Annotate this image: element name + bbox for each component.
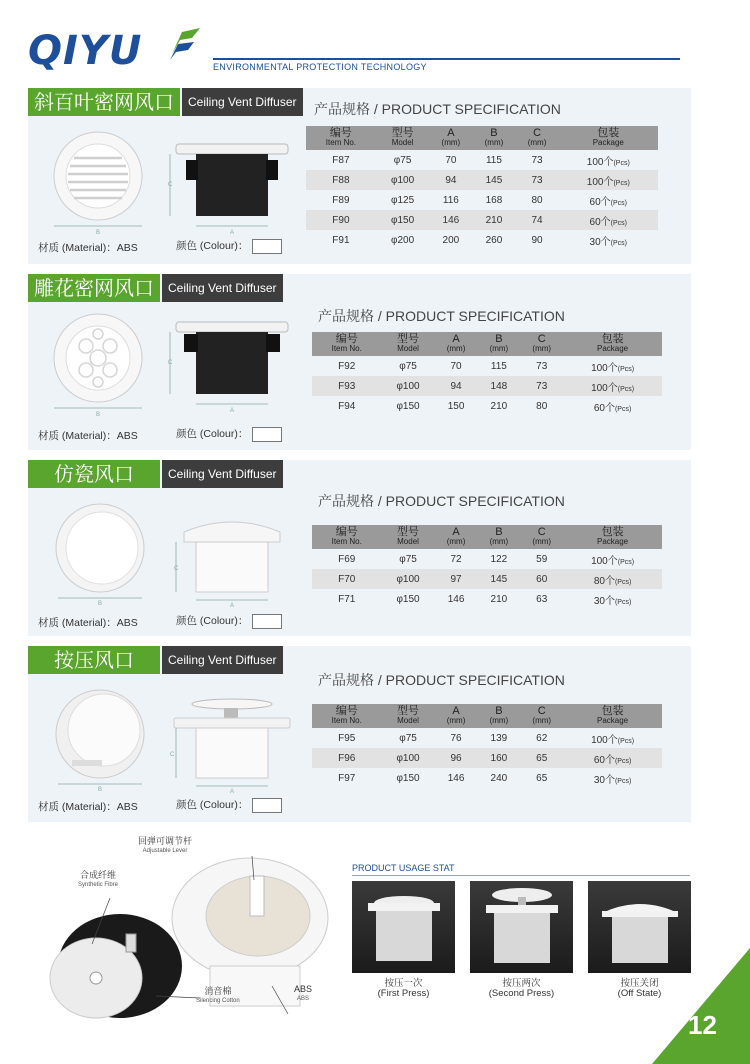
cell-item: F70 — [312, 569, 381, 589]
abs-label-small: ABS — [297, 996, 310, 1002]
column-header-en: (mm) — [446, 716, 466, 725]
column-header-en: (mm) — [489, 537, 509, 546]
louver-vent-front-image — [40, 124, 160, 236]
cell-item: F90 — [306, 210, 376, 230]
package-unit: (Pcs) — [617, 558, 635, 566]
column-header — [520, 525, 563, 549]
fibre-callout — [78, 870, 118, 890]
page-corner-decoration — [652, 948, 750, 1064]
carved-vent-side-image — [166, 316, 306, 416]
cell-b: 139 — [490, 732, 508, 744]
column-header — [520, 332, 563, 356]
section-title-cn: 按压风口 — [28, 646, 160, 674]
cotton-label-cn: 消音棉 — [204, 986, 232, 996]
spec-title-cn: 产品规格 — [318, 309, 374, 325]
svg-text:C: C — [168, 182, 173, 188]
cell-item: F94 — [338, 400, 356, 412]
cell-c: 62 — [536, 732, 548, 744]
header-tagline: ENVIRONMENTAL PROTECTION TECHNOLOGY — [213, 62, 427, 72]
column-header — [312, 525, 381, 549]
cell-pkg — [563, 569, 662, 589]
cell-b: 260 — [485, 234, 503, 246]
table-row — [312, 549, 662, 569]
column-header-en: Item No. — [331, 537, 362, 546]
column-header-en: (mm) — [532, 344, 552, 353]
cell-pkg — [563, 589, 662, 609]
cell-model: φ150 — [376, 210, 430, 230]
column-header — [563, 525, 662, 549]
first-press-photo — [352, 881, 455, 973]
column-header-en: (mm) — [527, 138, 547, 147]
caption-en: (First Press) — [377, 988, 430, 999]
cell-a: 70 — [445, 154, 457, 166]
package-qty: 100个 — [591, 555, 618, 567]
package-qty: 30个 — [593, 595, 615, 607]
column-header-en: (mm) — [441, 138, 461, 147]
column-header-cn: 型号 — [397, 333, 420, 345]
cell-a: 200 — [442, 234, 460, 246]
package-qty: 60个 — [589, 216, 611, 228]
column-header — [306, 126, 376, 150]
cell-model: φ75 — [399, 553, 417, 565]
second-press-photo — [470, 881, 573, 973]
section-title-en: Ceiling Vent Diffuser — [182, 88, 303, 116]
cell-pkg — [563, 376, 662, 396]
column-header — [477, 332, 520, 356]
cell-model: φ150 — [396, 593, 420, 605]
colour-text: 颜色 (Colour)： — [176, 615, 249, 627]
table-row — [312, 768, 662, 788]
column-header-cn: C — [533, 127, 542, 139]
column-header-cn: 包装 — [597, 127, 620, 139]
column-header — [376, 126, 430, 150]
column-header-cn: 编号 — [335, 333, 358, 345]
table-row — [306, 230, 658, 250]
column-header-cn: B — [495, 333, 503, 345]
colour-swatch — [252, 239, 282, 254]
cell-item: F95 — [338, 732, 356, 744]
package-qty: 30个 — [589, 236, 611, 248]
colour-label — [176, 238, 282, 254]
louver-vent-side-image — [166, 138, 306, 238]
table-row — [312, 728, 662, 748]
column-header-en: (mm) — [446, 344, 466, 353]
cell-c: 80 — [536, 400, 548, 412]
porcelain-vent-front-image — [46, 494, 156, 606]
cell-c: 63 — [536, 593, 548, 605]
spec-title-en: / PRODUCT SPECIFICATION — [373, 101, 561, 117]
cell-model: φ75 — [399, 732, 417, 744]
spec-title — [318, 306, 565, 326]
svg-text:A: A — [230, 789, 235, 794]
colour-text: 颜色 (Colour)： — [176, 240, 249, 252]
column-header-cn: 型号 — [397, 705, 420, 717]
usage-rule — [352, 875, 690, 876]
cell-c: 73 — [520, 376, 563, 396]
caption-cn: 按压关闭 — [620, 978, 659, 989]
lever-callout — [138, 836, 192, 856]
carved-vent-front-image — [40, 306, 160, 418]
cell-item: F96 — [312, 748, 381, 768]
column-header-en: Model — [397, 344, 419, 353]
column-header — [381, 332, 434, 356]
cell-model: φ150 — [396, 772, 420, 784]
cell-model: φ100 — [376, 170, 430, 190]
cell-b: 210 — [472, 210, 515, 230]
package-unit: (Pcs) — [614, 598, 632, 606]
package-qty: 60个 — [589, 196, 611, 208]
column-header-en: Model — [397, 537, 419, 546]
column-header — [477, 704, 520, 728]
package-unit: (Pcs) — [617, 737, 635, 745]
spec-table-header — [306, 126, 658, 150]
cell-pkg — [559, 170, 658, 190]
column-header-cn: 编号 — [329, 127, 352, 139]
column-header-cn: 包装 — [601, 526, 624, 538]
table-row — [306, 150, 658, 170]
spec-title-cn: 产品规格 — [318, 673, 374, 689]
cell-c: 73 — [516, 170, 559, 190]
spec-table-header — [312, 332, 662, 356]
press-vent-front-image — [46, 680, 156, 792]
package-qty: 100个 — [591, 734, 618, 746]
cell-model: φ75 — [399, 360, 417, 372]
cell-pkg — [563, 396, 662, 416]
package-unit: (Pcs) — [610, 199, 628, 207]
section-title-en: Ceiling Vent Diffuser — [162, 646, 283, 674]
cell-b: 145 — [472, 170, 515, 190]
column-header-en: Item No. — [331, 716, 362, 725]
material-label: 材质 (Material)：ABS — [38, 430, 138, 442]
cotton-callout — [196, 986, 240, 1006]
table-row — [312, 589, 662, 609]
column-header — [559, 126, 658, 150]
package-qty: 60个 — [593, 402, 615, 414]
column-header-cn: 编号 — [335, 705, 358, 717]
spec-title-cn: 产品规格 — [314, 102, 370, 118]
colour-label — [176, 797, 282, 813]
column-header-cn: C — [537, 705, 546, 717]
cell-b: 148 — [477, 376, 520, 396]
column-header-en: Model — [391, 138, 414, 147]
material-label: 材质 (Material)：ABS — [38, 242, 138, 254]
column-header — [563, 332, 662, 356]
section-title-cn: 仿瓷风口 — [28, 460, 160, 488]
column-header-cn: 型号 — [397, 526, 420, 538]
cell-pkg — [563, 356, 662, 376]
cell-item: F71 — [338, 593, 356, 605]
cell-item: F92 — [338, 360, 356, 372]
cell-model: φ125 — [391, 194, 415, 206]
page-header — [0, 0, 750, 80]
cell-pkg — [559, 230, 658, 250]
column-header-cn: 编号 — [335, 526, 358, 538]
package-unit: (Pcs) — [617, 365, 635, 373]
press-vent-side-image — [168, 698, 298, 794]
abs-callout — [294, 984, 312, 1004]
column-header-en: Package — [597, 344, 629, 353]
package-unit: (Pcs) — [610, 239, 628, 247]
column-header-cn: 型号 — [391, 127, 414, 139]
column-header-en: (mm) — [489, 344, 509, 353]
column-header-cn: C — [537, 333, 546, 345]
colour-swatch — [252, 427, 282, 442]
column-header — [381, 525, 434, 549]
cell-a: 94 — [429, 170, 472, 190]
spec-table-header — [312, 525, 662, 549]
cell-pkg — [563, 549, 662, 569]
spec-title-cn: 产品规格 — [318, 494, 374, 510]
column-header — [516, 126, 559, 150]
section-title-en: Ceiling Vent Diffuser — [162, 274, 283, 302]
package-qty: 100个 — [591, 362, 618, 374]
cell-item: F87 — [332, 154, 350, 166]
column-header-en: (mm) — [532, 716, 552, 725]
table-row — [312, 748, 662, 768]
column-header — [435, 525, 478, 549]
cell-a: 146 — [447, 593, 465, 605]
cotton-label-en: Silencing Cotton — [196, 998, 240, 1004]
cell-b: 210 — [490, 400, 508, 412]
colour-label — [176, 613, 282, 629]
cell-item: F97 — [338, 772, 356, 784]
column-header — [312, 704, 381, 728]
page-number: 12 — [688, 1010, 717, 1040]
column-header — [472, 126, 515, 150]
spec-table — [306, 126, 658, 250]
svg-text:A: A — [230, 408, 235, 414]
cell-item: F93 — [312, 376, 381, 396]
spec-title — [318, 670, 565, 690]
spec-table — [312, 525, 662, 609]
column-header-en: Package — [597, 537, 629, 546]
section-title-en: Ceiling Vent Diffuser — [162, 460, 283, 488]
cell-b: 240 — [490, 772, 508, 784]
product-section-2 — [28, 274, 691, 450]
column-header — [477, 525, 520, 549]
column-header-cn: 包装 — [601, 705, 624, 717]
column-header-en: Item No. — [331, 344, 362, 353]
column-header-cn: A — [447, 127, 455, 139]
package-unit: (Pcs) — [617, 385, 635, 393]
caption-cn: 按压一次 — [384, 978, 423, 989]
cell-b: 122 — [490, 553, 508, 565]
column-header-cn: B — [495, 705, 503, 717]
colour-swatch — [252, 614, 282, 629]
column-header — [312, 332, 381, 356]
column-header-en: (mm) — [484, 138, 504, 147]
cell-item: F88 — [306, 170, 376, 190]
cell-a: 72 — [450, 553, 462, 565]
first-press-caption — [352, 979, 455, 999]
spec-table — [312, 704, 662, 788]
package-qty: 30个 — [593, 774, 615, 786]
cell-b: 160 — [477, 748, 520, 768]
column-header-cn: A — [452, 333, 460, 345]
package-qty: 80个 — [593, 575, 615, 587]
column-header — [381, 704, 434, 728]
column-header-cn: A — [452, 526, 460, 538]
cell-model: φ150 — [396, 400, 420, 412]
table-row — [312, 396, 662, 416]
cell-b: 115 — [490, 360, 507, 372]
cell-a: 116 — [442, 194, 459, 206]
cell-model: φ100 — [381, 569, 434, 589]
cell-item: F69 — [338, 553, 356, 565]
colour-label — [176, 426, 282, 442]
cell-model: φ75 — [393, 154, 412, 166]
column-header-cn: C — [537, 526, 546, 538]
column-header-cn: 包装 — [601, 333, 624, 345]
header-rule — [213, 58, 680, 60]
cell-c: 73 — [536, 360, 548, 372]
cell-pkg — [563, 728, 662, 748]
cell-a: 70 — [450, 360, 462, 372]
package-unit: (Pcs) — [613, 179, 630, 187]
column-header-en: (mm) — [446, 537, 466, 546]
brand-logo: QIYU — [28, 28, 143, 74]
cell-c: 59 — [536, 553, 548, 565]
second-press-caption — [470, 979, 573, 999]
package-unit: (Pcs) — [610, 219, 628, 227]
colour-text: 颜色 (Colour)： — [176, 428, 249, 440]
column-header-en: Item No. — [325, 138, 357, 147]
svg-text:C: C — [174, 566, 179, 572]
cell-a: 94 — [435, 376, 478, 396]
svg-text:B: B — [98, 787, 103, 792]
column-header-en: (mm) — [532, 537, 552, 546]
cell-pkg — [559, 210, 658, 230]
cell-a: 97 — [435, 569, 478, 589]
column-header-en: Package — [592, 138, 624, 147]
spec-title — [314, 99, 561, 119]
cell-b: 168 — [485, 194, 503, 206]
package-unit: (Pcs) — [614, 578, 632, 586]
cell-b: 115 — [485, 154, 502, 166]
package-unit: (Pcs) — [614, 777, 632, 785]
package-unit: (Pcs) — [614, 757, 632, 765]
caption-en: (Off State) — [617, 988, 662, 999]
cell-a: 146 — [447, 772, 465, 784]
product-section-4 — [28, 646, 691, 822]
table-row — [312, 569, 662, 589]
cell-a: 76 — [450, 732, 462, 744]
column-header-en: Model — [397, 716, 419, 725]
svg-text:A: A — [230, 603, 235, 608]
column-header-en: Package — [597, 716, 629, 725]
material-label: 材质 (Material)：ABS — [38, 617, 138, 629]
cell-b: 210 — [490, 593, 508, 605]
column-header-cn: B — [490, 127, 498, 139]
cell-pkg — [563, 768, 662, 788]
svg-text:B: B — [98, 601, 103, 606]
cell-pkg — [559, 150, 658, 170]
svg-text:A: A — [230, 230, 235, 236]
table-row — [312, 356, 662, 376]
cell-c: 65 — [520, 748, 563, 768]
usage-title: PRODUCT USAGE STAT — [352, 863, 455, 873]
bottom-panel — [0, 826, 750, 1064]
package-qty: 100个 — [591, 382, 618, 394]
table-row — [312, 376, 662, 396]
svg-text:B: B — [96, 412, 101, 418]
lever-label-cn: 回弹可调节杆 — [138, 836, 193, 846]
cell-c: 80 — [531, 194, 543, 206]
column-header-cn: B — [495, 526, 503, 538]
cell-c: 60 — [520, 569, 563, 589]
package-qty: 60个 — [593, 754, 615, 766]
product-section-3 — [28, 460, 691, 636]
column-header — [520, 704, 563, 728]
colour-swatch — [252, 798, 282, 813]
spec-title-en: / PRODUCT SPECIFICATION — [377, 308, 565, 324]
cell-a: 146 — [429, 210, 472, 230]
cell-c: 73 — [531, 154, 543, 166]
cell-item: F89 — [332, 194, 350, 206]
table-row — [306, 190, 658, 210]
column-header — [563, 704, 662, 728]
cell-c: 65 — [536, 772, 548, 784]
material-label: 材质 (Material)：ABS — [38, 801, 138, 813]
spec-title-en: / PRODUCT SPECIFICATION — [377, 493, 565, 509]
cell-item: F91 — [332, 234, 350, 246]
caption-cn: 按压两次 — [502, 978, 541, 989]
lever-label-en: Adjustable Lever — [142, 848, 188, 854]
table-row — [306, 170, 658, 190]
column-header-cn: A — [452, 705, 460, 717]
package-qty: 100个 — [586, 156, 614, 168]
svg-text:B: B — [96, 230, 101, 236]
fibre-label-cn: 合成纤维 — [80, 870, 117, 880]
column-header — [435, 332, 478, 356]
cell-pkg — [563, 748, 662, 768]
spec-table — [312, 332, 662, 416]
cell-model: φ100 — [381, 748, 434, 768]
spec-title — [318, 491, 565, 511]
package-unit: (Pcs) — [614, 405, 632, 413]
column-header — [435, 704, 478, 728]
caption-en: (Second Press) — [488, 988, 555, 999]
cell-a: 96 — [435, 748, 478, 768]
colour-text: 颜色 (Colour)： — [176, 799, 249, 811]
cell-c: 74 — [516, 210, 559, 230]
cell-b: 145 — [477, 569, 520, 589]
abs-label: ABS — [294, 984, 313, 994]
section-title-cn: 斜百叶密网风口 — [28, 88, 180, 116]
spec-title-en: / PRODUCT SPECIFICATION — [377, 672, 565, 688]
cell-a: 150 — [447, 400, 465, 412]
table-row — [306, 210, 658, 230]
cell-model: φ100 — [381, 376, 434, 396]
svg-text:C: C — [168, 360, 173, 366]
product-section-1 — [28, 88, 691, 264]
porcelain-vent-side-image — [168, 512, 298, 608]
column-header-en: (mm) — [489, 716, 509, 725]
svg-text:C: C — [170, 752, 175, 758]
leaf-logo-icon — [168, 24, 202, 64]
section-title-cn: 雕花密网风口 — [28, 274, 160, 302]
cell-pkg — [559, 190, 658, 210]
fibre-label-en: Synthetic Fibre — [78, 882, 119, 888]
cell-c: 90 — [531, 234, 543, 246]
column-header — [429, 126, 472, 150]
package-unit: (Pcs) — [613, 159, 630, 167]
spec-table-header — [312, 704, 662, 728]
cell-model: φ200 — [391, 234, 415, 246]
package-qty: 100个 — [586, 176, 614, 188]
